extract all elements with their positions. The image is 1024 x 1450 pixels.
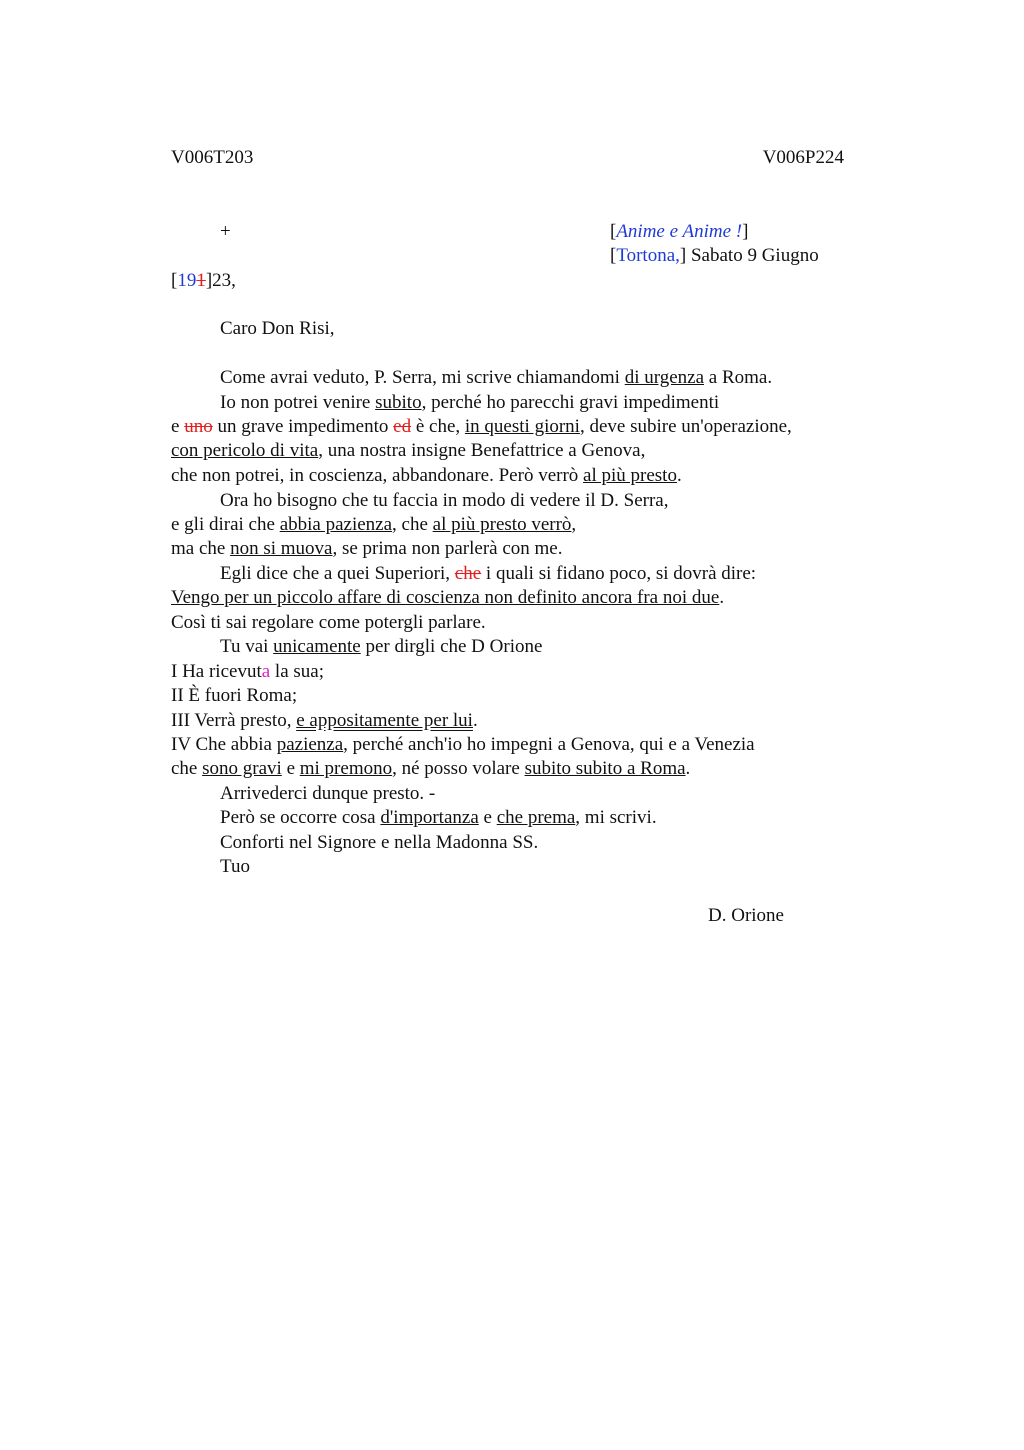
body-line: e gli dirai che abbia pazienza, che al più presto verrò, <box>171 514 577 535</box>
body-line: che non potrei, in coscienza, abbandonare. Però verrò al più presto. <box>171 465 682 486</box>
body-line: Come avrai veduto, P. Serra, mi scrive chiamandomi di urgenza a Roma. <box>220 367 773 388</box>
letter-title: [Anime e Anime !] <box>610 221 749 242</box>
salutation: Caro Don Risi, <box>220 318 335 339</box>
body-line: Arrivederci dunque presto. - <box>220 783 436 804</box>
year: [191]23, <box>171 270 236 291</box>
list-item: IV Che abbia pazienza, perché anch'io ho impegni a Genova, qui e a Venezia <box>171 734 755 755</box>
list-item: I Ha ricevuta la sua; <box>171 661 324 682</box>
body-line: Così ti sai regolare come potergli parlare. <box>171 612 486 633</box>
body-line: Io non potrei venire subito, perché ho parecchi gravi impedimenti <box>220 392 720 413</box>
list-item: II È fuori Roma; <box>171 685 298 706</box>
body-line: e uno un grave impedimento ed è che, in questi giorni, deve subire un'operazione, <box>171 416 792 437</box>
body-line: Però se occorre cosa d'importanza e che prema, mi scrivi. <box>220 807 657 828</box>
body-line: con pericolo di vita, una nostra insigne Benefattrice a Genova, <box>171 440 646 461</box>
body-line: Tu vai unicamente per dirgli che D Orione <box>220 636 543 657</box>
list-item: III Verrà presto, e appositamente per lui. <box>171 710 478 731</box>
body-line: che sono gravi e mi premono, né posso volare subito subito a Roma. <box>171 758 691 779</box>
place-date: [Tortona,] Sabato 9 Giugno <box>610 245 819 266</box>
document-code-right: V006P224 <box>762 147 844 168</box>
body-line: Ora ho bisogno che tu faccia in modo di vedere il D. Serra, <box>220 490 669 511</box>
body-line: ma che non si muova, se prima non parlerà con me. <box>171 538 563 559</box>
body-line: Egli dice che a quei Superiori, che i quali si fidano poco, si dovrà dire: <box>220 563 757 584</box>
signature: D. Orione <box>708 905 784 926</box>
body-line: Vengo per un piccolo affare di coscienza non definito ancora fra noi due. <box>171 587 725 608</box>
body-line: Conforti nel Signore e nella Madonna SS. <box>220 832 539 853</box>
closing: Tuo <box>220 856 250 877</box>
cross-mark: + <box>220 221 231 242</box>
document-code-left: V006T203 <box>171 147 254 168</box>
